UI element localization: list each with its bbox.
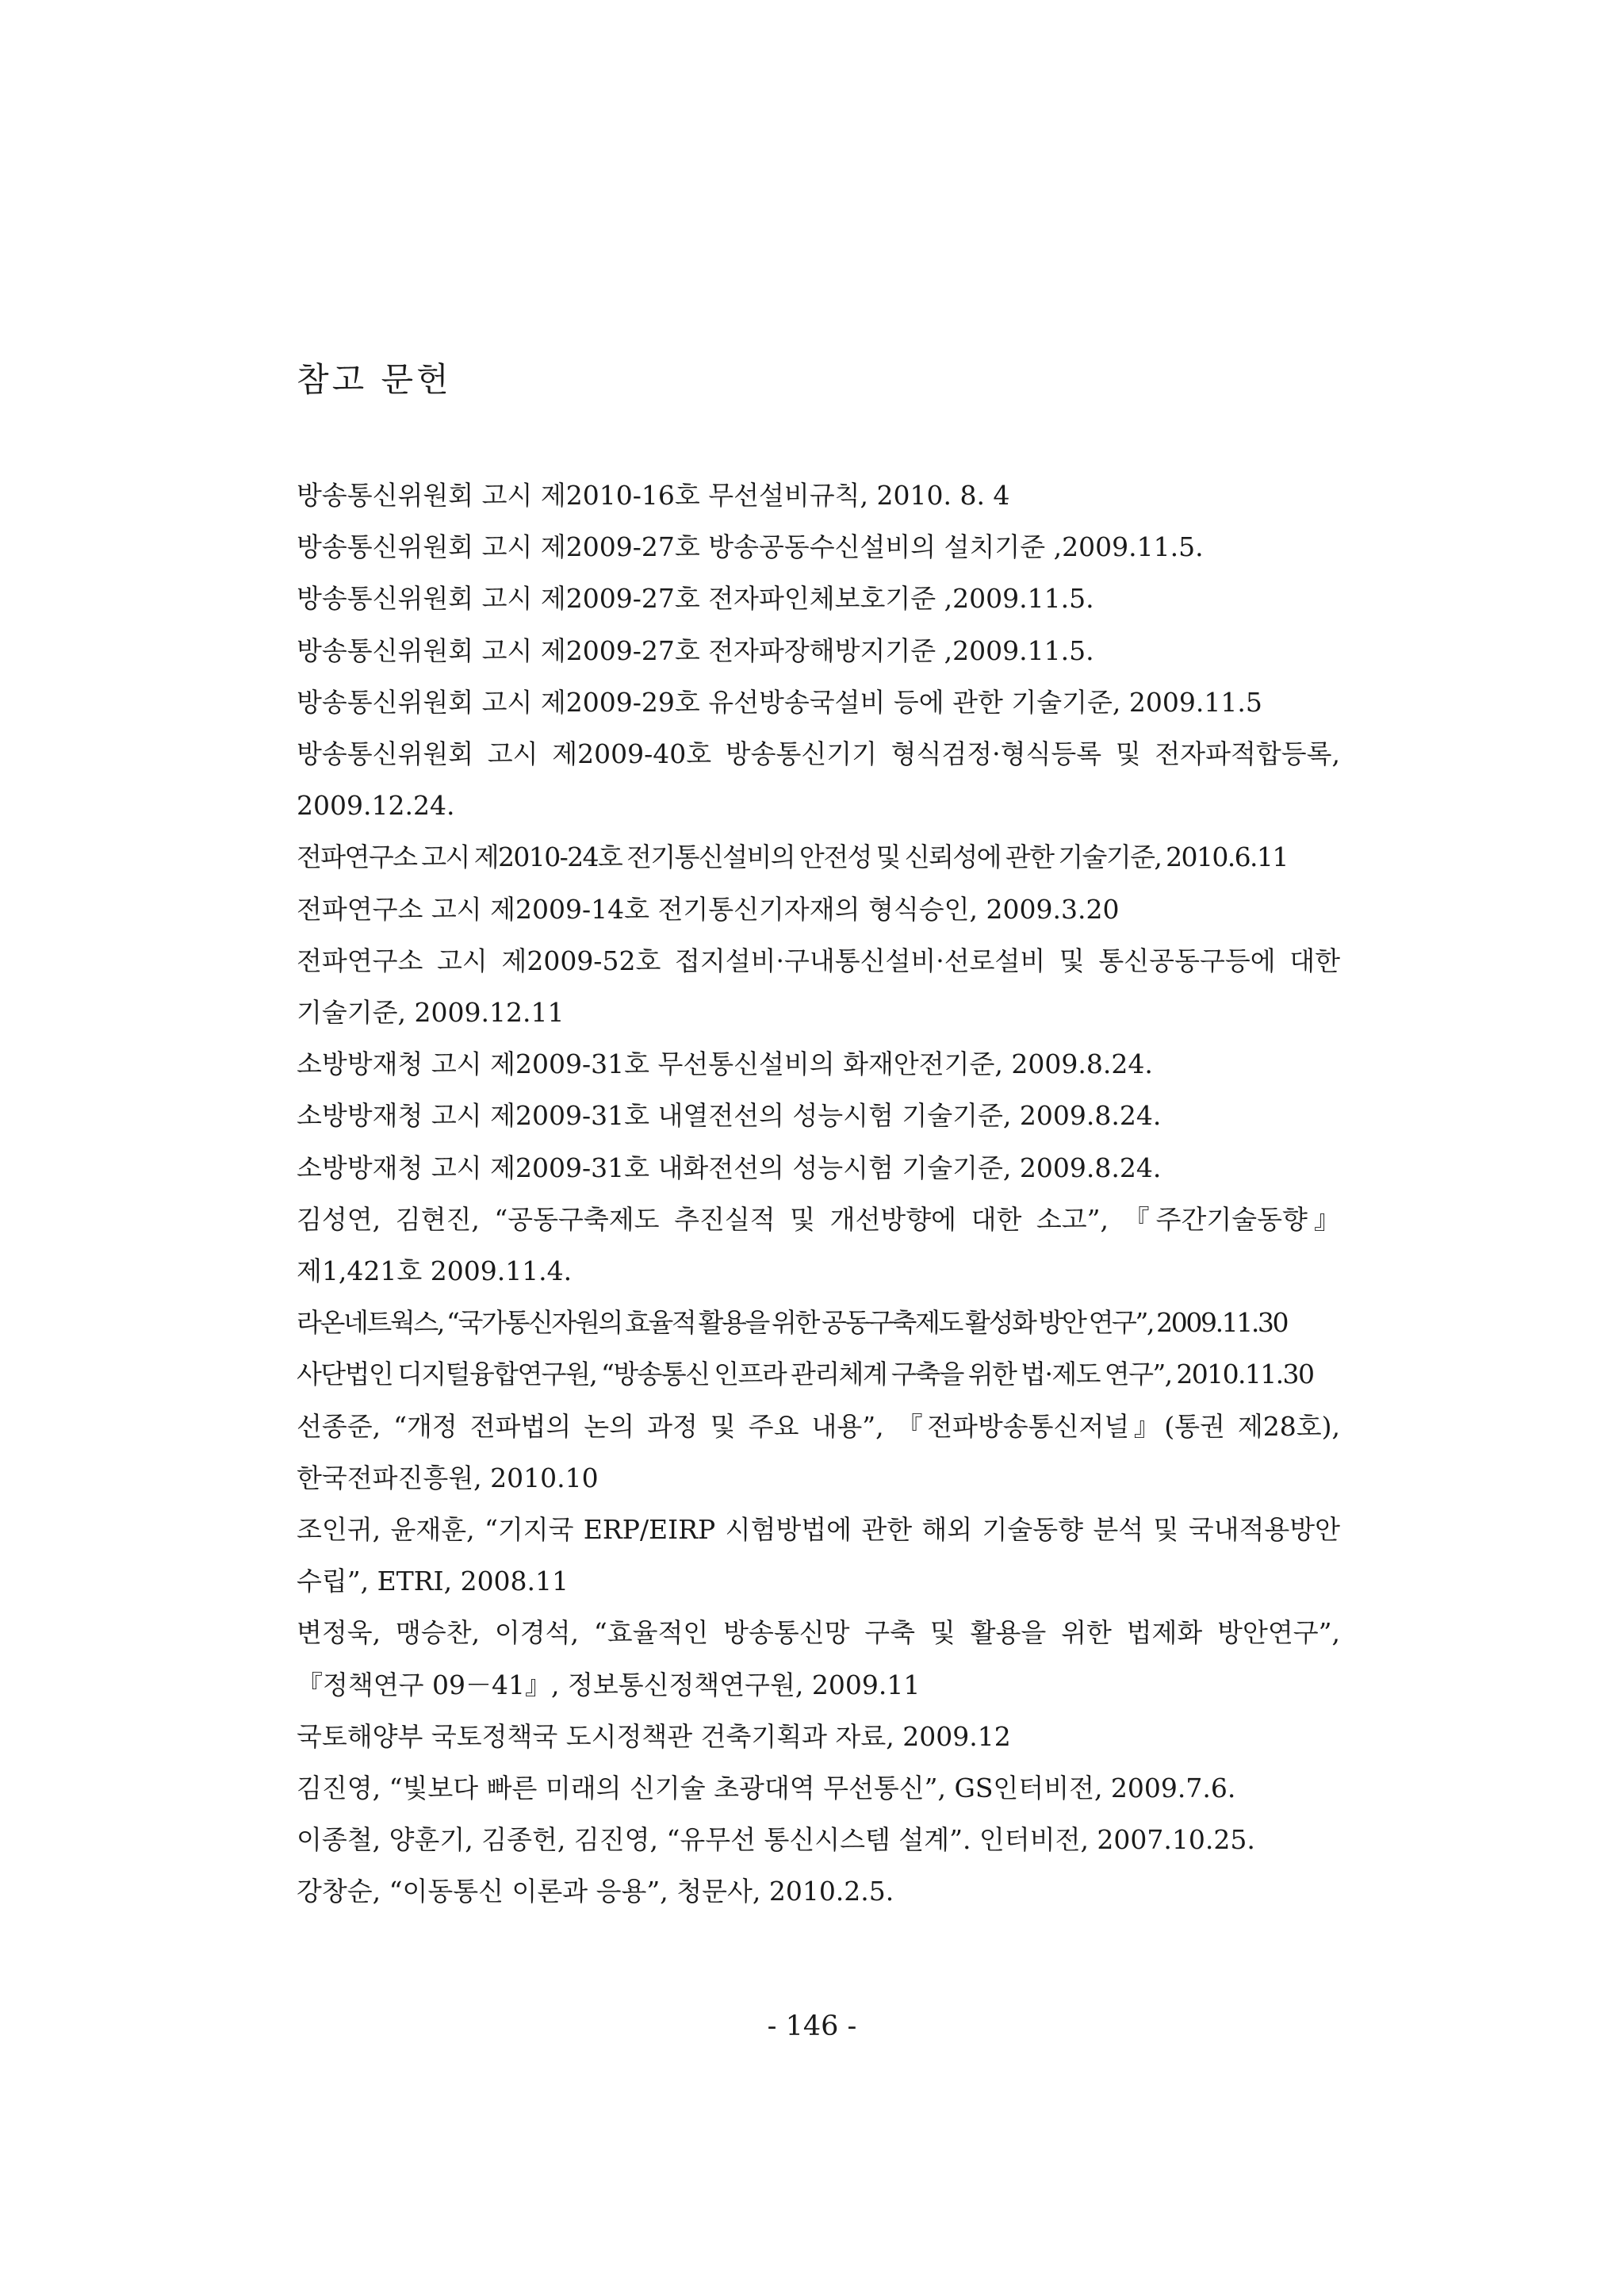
reference-list — [297, 470, 1340, 1918]
reference-item: 소방방재청 고시 제2009-31호 무선통신설비의 화재안전기준, 2009.8.24. — [297, 1048, 1153, 1080]
reference-item: 방송통신위원회 고시 제2009-40호 방송통신기기 형식검정·형식등록 및 전자파적합등록, 2009.12.24. — [297, 738, 1340, 822]
reference-item: 전파연구소 고시 제2009-14호 전기통신기자재의 형식승인, 2009.3.20 — [297, 893, 1120, 925]
reference-item: 김성연, 김현진, “공동구축제도 추진실적 및 개선방향에 대한 소고”, 『주간기술동향』 제1,421호 2009.11.4. — [297, 1203, 1340, 1287]
reference-item: 방송통신위원회 고시 제2009-27호 방송공동수신설비의 설치기준 ,2009.11.5. — [297, 531, 1204, 563]
reference-item: 김진영, “빛보다 빠른 미래의 신기술 초광대역 무선통신”, GS인터비전, 2009.7.6. — [297, 1773, 1236, 1804]
page-title: 참고 문헌 — [297, 360, 452, 399]
reference-item: 방송통신위원회 고시 제2009-27호 전자파장해방지기준 ,2009.11.5. — [297, 634, 1094, 666]
reference-item: 방송통신위원회 고시 제2009-27호 전자파인체보호기준 ,2009.11.5. — [297, 583, 1094, 615]
reference-item: 조인귀, 윤재훈, “기지국 ERP/EIRP 시험방법에 관한 해외 기술동향 분석 및 국내적용방안 수립”, ETRI, 2008.11 — [297, 1514, 1340, 1597]
reference-item: 국토해양부 국토정책국 도시정책관 건축기획과 자료, 2009.12 — [297, 1720, 1011, 1752]
reference-item: 강창순, “이동통신 이론과 응용”, 청문사, 2010.2.5. — [297, 1876, 894, 1907]
reference-item: 전파연구소 고시 제2010-24호 전기통신설비의 안전성 및 신뢰성에 관한 기술기준, 2010.6.11 — [297, 841, 1288, 873]
reference-item: 이종철, 양훈기, 김종헌, 김진영, “유무선 통신시스템 설계”. 인터비전, 2007.10.25. — [297, 1824, 1255, 1856]
reference-item: 방송통신위원회 고시 제2010-16호 무선설비규칙, 2010. 8. 4 — [297, 480, 1010, 511]
reference-item: 사단법인 디지털융합연구원, “방송통신 인프라 관리체계 구축을 위한 법·제도 연구”, 2010.11.30 — [297, 1359, 1314, 1390]
reference-item: 소방방재청 고시 제2009-31호 내화전선의 성능시험 기술기준, 2009.8.24. — [297, 1152, 1162, 1183]
page-number: - 146 - — [767, 2010, 857, 2042]
reference-item: 소방방재청 고시 제2009-31호 내열전선의 성능시험 기술기준, 2009.8.24. — [297, 1100, 1162, 1132]
reference-item: 변정욱, 맹승찬, 이경석, “효율적인 방송통신망 구축 및 활용을 위한 법제화 방안연구”, 『정책연구 09－41』, 정보통신정책연구원, 2009.11 — [297, 1617, 1340, 1700]
reference-item: 라온네트웍스, “국가통신자원의 효율적 활용을 위한 공동구축제도 활성화 방안 연구”, 2009.11.30 — [297, 1307, 1288, 1339]
reference-item: 방송통신위원회 고시 제2009-29호 유선방송국설비 등에 관한 기술기준, 2009.11.5 — [297, 686, 1262, 718]
reference-item: 전파연구소 고시 제2009-52호 접지설비·구내통신설비·선로설비 및 통신공동구등에 대한 기술기준, 2009.12.11 — [297, 945, 1340, 1029]
reference-item: 선종준, “개정 전파법의 논의 과정 및 주요 내용”, 『전파방송통신저널』(통권 제28호), 한국전파진흥원, 2010.10 — [297, 1410, 1340, 1493]
